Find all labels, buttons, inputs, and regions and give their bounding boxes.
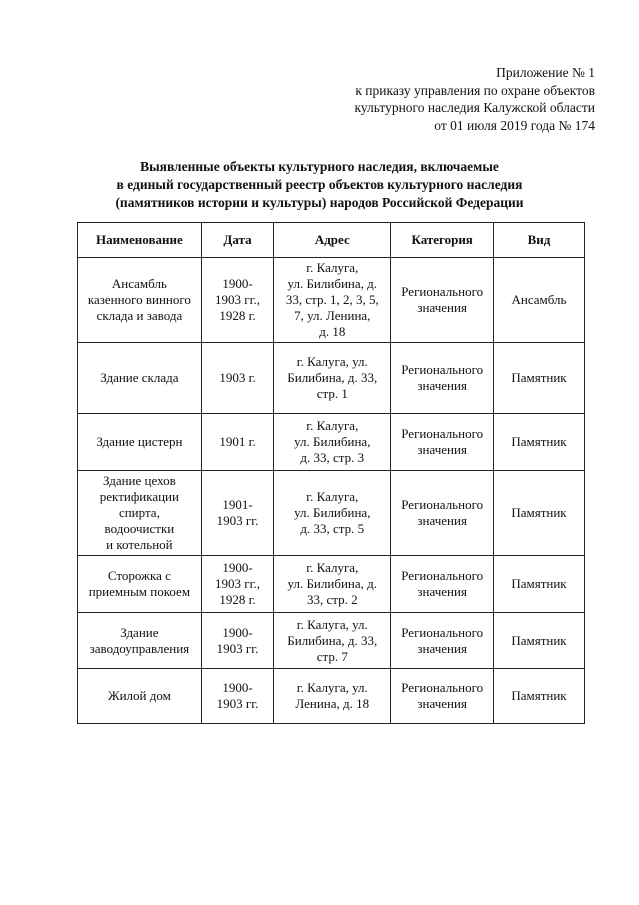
cell-category-line: значения [417,442,467,457]
cell-address [274,471,391,556]
cell-address-line: ул. Билибина, д. [287,276,377,291]
cell-address-line: 7, ул. Ленина, [294,308,371,323]
cell-address-line: ул. Билибина, д. [287,576,377,591]
table-row [78,556,585,613]
cell-date-line: 1900- [222,680,253,695]
cell-category-line: Регионального [401,680,484,695]
cell-address-line: стр. 1 [316,386,348,401]
cell-name-line: заводоуправления [89,640,190,656]
cell-date-line: 1901 г. [219,434,256,449]
cell-address [274,414,391,471]
cell-date-line: 1928 г. [219,592,256,607]
cell-date [201,613,273,669]
appendix-line: культурного наследия Калужской области [354,100,595,115]
header-category: Категория [391,223,494,258]
cell-address-line: 33, стр. 1, 2, 3, 5, [285,292,379,307]
cell-category [391,613,494,669]
cell-name-line: Сторожка с [107,568,171,583]
cell-category-line: Регионального [401,624,484,640]
cell-address-line: г. Калуга, [306,489,359,504]
cell-address-line: г. Калуга, [306,260,359,275]
cell-name [78,414,202,471]
cell-date-line: 1928 г. [219,308,256,323]
title-line: Выявленные объекты культурного наследия, включаемые [140,159,499,174]
cell-date [201,343,273,414]
cell-address [274,669,391,724]
cell-name-line: ректификации [99,489,179,504]
cell-date-line: 1903 гг., [215,576,260,591]
cell-category-line: Регионального [401,497,484,512]
cell-date [201,471,273,556]
cell-name [78,669,202,724]
cell-name-line: казенного винного [87,292,191,307]
table-row [78,343,585,414]
cell-address [274,258,391,343]
cell-name-line: и котельной [106,537,173,552]
cell-date-line: 1900- [222,276,253,291]
cell-kind: Памятник [493,669,584,724]
cell-name-line: Здание [120,624,159,640]
cell-name [78,258,202,343]
cell-category-line: Регионального [401,284,484,299]
cell-date-line: 1903 гг. [216,640,259,656]
cell-address-line: д. 18 [319,324,346,339]
cell-name [78,343,202,414]
cell-name-line: Ансамбль [111,276,167,291]
cell-address [274,613,391,669]
cell-address-line: д. 33, стр. 5 [300,521,365,536]
cell-category-line: значения [417,640,467,656]
table-body [78,258,585,724]
cell-name-line: Здание склада [100,370,179,385]
cell-date-line: 1900- [222,624,253,640]
cell-category [391,414,494,471]
heritage-objects-table [77,222,585,724]
cell-name-line: Здание цехов [103,473,176,488]
document-title [0,158,639,212]
cell-category [391,343,494,414]
cell-address-line: ул. Билибина, [294,505,371,520]
cell-category [391,471,494,556]
cell-address-line: стр. 7 [316,648,348,664]
cell-address-line: 33, стр. 2 [306,592,358,607]
cell-category [391,669,494,724]
cell-name-line: водоочистки [104,521,175,536]
cell-date-line: 1901- [222,497,253,512]
table-row [78,613,585,669]
cell-date [201,414,273,471]
cell-date [201,669,273,724]
cell-address-line: г. Калуга, [306,418,359,433]
cell-category-line: Регионального [401,426,484,441]
cell-address-line: Билибина, д. 33, [287,370,378,385]
cell-kind: Памятник [493,414,584,471]
cell-category-line: значения [417,378,467,393]
title-line: в единый государственный реестр объектов культурного наследия [116,177,523,192]
cell-category-line: значения [417,513,467,528]
header-date: Дата [201,223,273,258]
cell-address-line: д. 33, стр. 3 [300,450,365,465]
cell-name [78,471,202,556]
appendix-line: Приложение № 1 [496,65,595,80]
cell-date [201,258,273,343]
cell-address-line: Ленина, д. 18 [295,696,370,711]
cell-name-line: Здание цистерн [96,434,183,449]
cell-kind: Ансамбль [493,258,584,343]
header-kind: Вид [493,223,584,258]
cell-address [274,343,391,414]
table-row [78,258,585,343]
cell-kind: Памятник [493,343,584,414]
header-address: Адрес [274,223,391,258]
cell-name [78,556,202,613]
cell-category [391,258,494,343]
cell-date-line: 1903 г. [219,370,256,385]
table-row [78,414,585,471]
table-header-row [78,223,585,258]
cell-address-line: г. Калуга, ул. [296,616,368,632]
cell-kind: Памятник [493,613,584,669]
cell-address-line: г. Калуга, [306,560,359,575]
cell-address-line: ул. Билибина, [294,434,371,449]
cell-kind: Памятник [493,556,584,613]
cell-address-line: г. Калуга, ул. [296,354,368,369]
cell-category-line: значения [417,584,467,599]
header-name: Наименование [78,223,202,258]
table-row [78,669,585,724]
cell-category [391,556,494,613]
cell-date-line: 1900- [222,560,253,575]
appendix-block [354,64,595,134]
cell-category-line: Регионального [401,568,484,583]
cell-address [274,556,391,613]
cell-category-line: Регионального [401,362,484,377]
title-line: (памятников истории и культуры) народов Российской Федерации [115,195,524,210]
cell-name-line: спирта, [118,505,160,520]
cell-category-line: значения [417,696,467,711]
cell-kind: Памятник [493,471,584,556]
cell-name-line: склада и завода [96,308,183,323]
appendix-line: к приказу управления по охране объектов [355,82,595,98]
cell-name-line: Жилой дом [107,688,171,703]
cell-date-line: 1903 гг. [216,513,259,528]
cell-address-line: г. Калуга, ул. [296,680,368,695]
cell-name-line: приемным покоем [88,584,191,599]
cell-name [78,613,202,669]
cell-date-line: 1903 гг. [216,696,259,711]
cell-date-line: 1903 гг., [215,292,260,307]
table-row [78,471,585,556]
cell-category-line: значения [417,300,467,315]
cell-date [201,556,273,613]
cell-address-line: Билибина, д. 33, [287,632,378,648]
appendix-line: от 01 июля 2019 года № 174 [434,117,595,133]
